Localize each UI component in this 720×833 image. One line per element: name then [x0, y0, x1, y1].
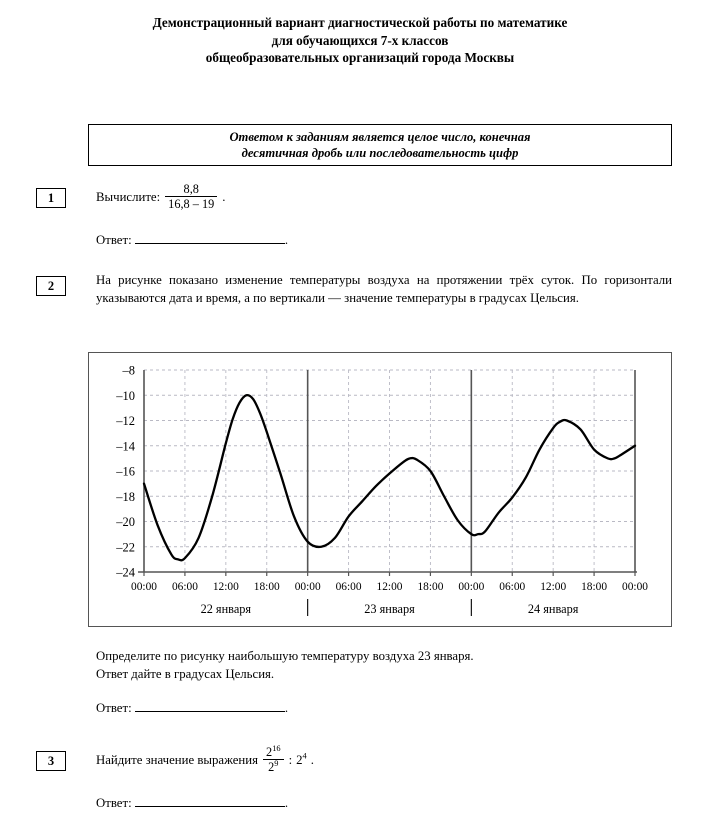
task-1-numerator: 8,8	[183, 182, 199, 196]
x-axis-tick-label: 06:00	[335, 581, 362, 593]
task-3-fraction	[263, 743, 284, 774]
task-3-numerator-exponent: 16	[272, 743, 281, 753]
task-1-answer-label: Ответ:	[96, 233, 132, 247]
temperature-chart	[88, 352, 672, 627]
task-1-prompt: Вычислите:	[96, 190, 161, 205]
instruction-line-2: десятичная дробь или последовательность цифр	[241, 146, 519, 160]
x-axis-tick-label: 00:00	[622, 581, 648, 593]
x-axis-tick-label: 12:00	[376, 581, 403, 593]
task-2-question-line-2: Ответ дайте в градусах Цельсия.	[96, 666, 275, 681]
task-3-operator: :	[288, 753, 293, 768]
y-axis-tick-label: –12	[116, 414, 135, 428]
task-3-body	[96, 743, 496, 813]
instruction-line-1: Ответом к заданиям является целое число, конечная	[229, 129, 531, 144]
task-1-answer-period: .	[284, 233, 289, 247]
temperature-chart-svg	[89, 353, 671, 626]
task-3-denominator-exponent: 9	[274, 758, 279, 768]
document-page	[0, 14, 720, 833]
task-3-prompt: Найдите значение выражения	[96, 753, 259, 768]
day-label: 23 января	[364, 602, 415, 616]
task-3-answer-label: Ответ:	[96, 796, 132, 810]
task-2-answer-label: Ответ:	[96, 701, 132, 715]
y-axis-tick-label: –22	[116, 540, 135, 555]
task-1-denominator: 16,8 – 19	[165, 196, 217, 211]
task-number-3: 3	[36, 751, 66, 771]
page-title	[60, 14, 660, 67]
task-1-fraction	[165, 183, 217, 211]
task-2-question-line-1: Определите по рисунку наибольшую температуру воздуха 23 января.	[96, 649, 474, 663]
title-line-1: Демонстрационный вариант диагностической работы по математике	[152, 15, 568, 30]
x-axis-tick-label: 00:00	[294, 581, 321, 593]
x-axis-tick-label: 00:00	[131, 581, 157, 593]
task-1-answer-input[interactable]	[135, 230, 285, 244]
y-axis-tick-label: –18	[116, 489, 135, 504]
y-axis-tick-label: –8	[122, 363, 135, 378]
task-number-2: 2	[36, 276, 66, 296]
y-axis-tick-label: –24	[116, 565, 135, 580]
task-3-answer-period: .	[284, 796, 289, 810]
task-2-answer-period: .	[284, 701, 289, 715]
y-axis-tick-label: –10	[116, 388, 135, 403]
task-3-answer-input[interactable]	[135, 793, 285, 807]
task-3-numerator: $2^{16}$	[266, 743, 281, 759]
task-2-answer-input[interactable]	[135, 698, 285, 712]
y-axis-tick-label: –20	[116, 515, 135, 529]
day-label: 24 января	[527, 602, 579, 616]
x-axis-tick-label: 12:00	[540, 581, 567, 593]
title-line-2: для обучающихся 7-х классов	[271, 32, 449, 48]
title-line-3: общеобразовательных организаций города Москвы	[205, 50, 515, 65]
task-3-trailing-period: .	[310, 753, 314, 768]
task-number-1: 1	[36, 188, 66, 208]
task-2-question	[96, 648, 672, 718]
x-axis-tick-label: 18:00	[581, 581, 608, 593]
instruction-box	[88, 124, 672, 166]
task-1-trailing-period: .	[222, 190, 226, 205]
x-axis-tick-label: 06:00	[171, 581, 198, 593]
task-2-text: На рисунке показано изменение температуры воздуха на протяжении трёх суток. По горизонтали указываются дата и время, а по вертикали — значение температуры в градусах Цельсия.	[96, 273, 672, 305]
day-label: 22 января	[200, 602, 252, 616]
task-3-operand-exponent: 4	[302, 751, 307, 761]
task-3-denominator: $2^9$	[263, 759, 284, 774]
x-axis-tick-label: 18:00	[417, 581, 444, 593]
task-3-operand: $2^4$	[296, 751, 307, 768]
x-axis-tick-label: 18:00	[253, 581, 280, 593]
task-1-body	[96, 184, 396, 250]
x-axis-tick-label: 12:00	[212, 581, 239, 593]
y-axis-tick-label: –14	[116, 439, 135, 454]
x-axis-tick-label: 06:00	[499, 581, 526, 593]
x-axis-tick-label: 00:00	[458, 581, 485, 593]
y-axis-tick-label: –16	[116, 464, 135, 479]
